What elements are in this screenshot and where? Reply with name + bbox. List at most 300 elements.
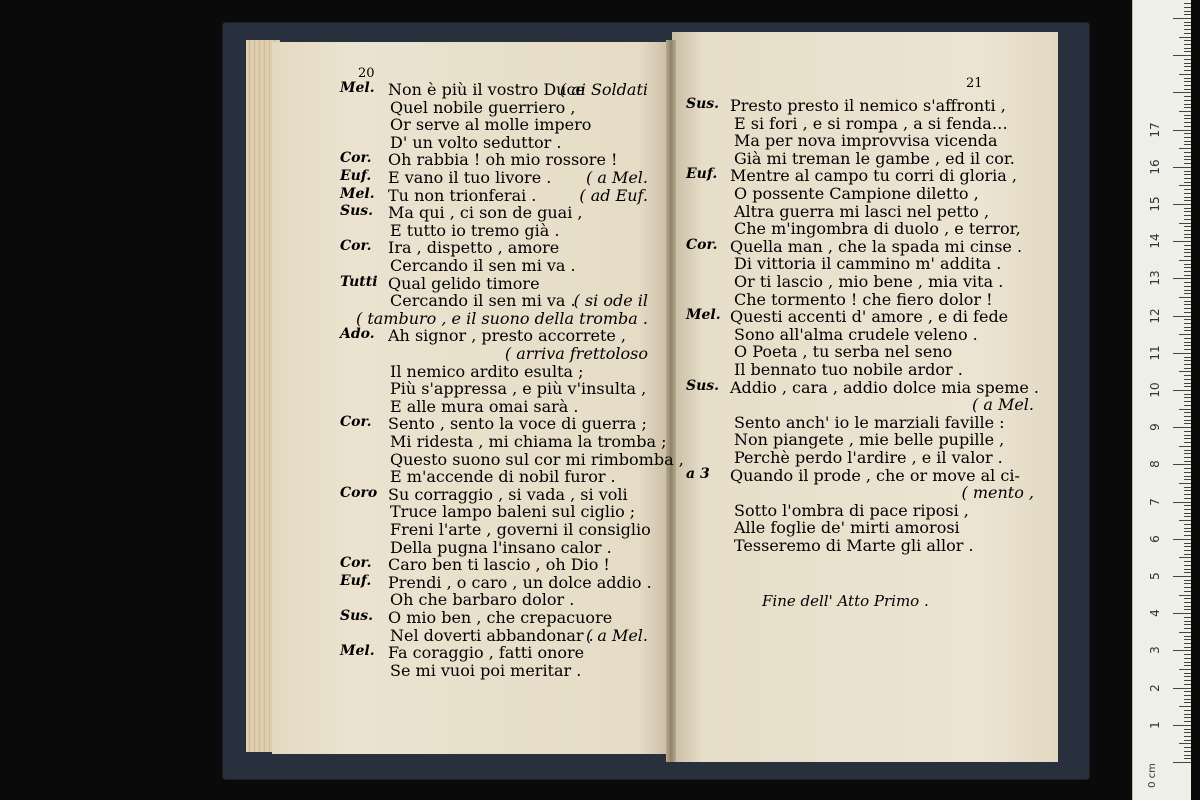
ruler-tick [1184, 308, 1191, 309]
book-gutter [666, 40, 676, 762]
ruler-number: 9 [1148, 423, 1162, 432]
ruler-tick [1184, 583, 1191, 584]
ruler-tick [1179, 706, 1191, 707]
ruler-tick [1184, 293, 1191, 294]
ruler-tick [1184, 524, 1191, 525]
verse-line: Di vittoria il cammino m' addita . [734, 254, 1002, 274]
ruler-tick [1184, 453, 1191, 454]
verse-line: Prendi , o caro , un dolce addio . [388, 572, 652, 592]
speaker-label: Tutti [340, 273, 378, 290]
ruler-tick [1184, 609, 1191, 610]
ruler-tick [1184, 673, 1191, 674]
ruler-tick [1184, 44, 1191, 45]
ruler-tick [1184, 3, 1191, 4]
ruler-tick [1184, 249, 1191, 250]
ruler-tick [1179, 260, 1191, 261]
ruler-tick [1184, 312, 1191, 313]
verse-line: Che m'ingombra di duolo , e terror, [734, 219, 1021, 239]
ruler-tick [1184, 509, 1191, 510]
stage-direction: ( a Mel. [585, 625, 648, 645]
ruler-tick [1184, 550, 1191, 551]
ruler-tick [1184, 680, 1191, 681]
verse-line: Sento , sento la voce di guerra ; [388, 414, 647, 434]
verse-line: O possente Campione diletto , [734, 184, 979, 203]
verse-line: O Poeta , tu serba nel seno [734, 342, 953, 362]
ruler-tick [1184, 159, 1191, 160]
ruler-tick [1184, 758, 1191, 759]
ruler-tick [1184, 85, 1191, 86]
ruler-tick [1184, 267, 1191, 268]
ruler-tick [1184, 662, 1191, 663]
ruler-tick [1184, 621, 1191, 622]
ruler-tick [1173, 167, 1191, 168]
ruler-tick [1184, 684, 1191, 685]
ruler-tick [1184, 394, 1191, 395]
ruler-tick [1184, 606, 1191, 607]
ruler-tick [1184, 48, 1191, 49]
verse-line: Altra guerra mi lasci nel petto , [734, 201, 990, 221]
ruler-tick [1184, 617, 1191, 618]
verse-line: Se mi vuoi poi meritar . [390, 660, 582, 680]
ruler-tick [1179, 148, 1191, 149]
ruler-tick [1184, 282, 1191, 283]
ruler-tick [1184, 476, 1191, 477]
ruler-tick [1184, 104, 1191, 105]
ruler-tick [1184, 450, 1191, 451]
ruler-tick [1184, 505, 1191, 506]
ruler-number: 15 [1148, 196, 1162, 212]
ruler-tick [1184, 438, 1191, 439]
speaker-label: Mel. [340, 80, 375, 96]
ruler-tick [1179, 669, 1191, 670]
ruler-tick [1184, 275, 1191, 276]
ruler-number: 5 [1148, 572, 1162, 580]
ruler-tick [1184, 561, 1191, 562]
ruler-tick [1184, 543, 1191, 544]
ruler-tick [1184, 431, 1191, 432]
ruler-tick [1184, 215, 1191, 216]
verse-line: Non è più il vostro Duce [388, 80, 585, 99]
ruler-tick [1184, 729, 1191, 730]
ruler-number: 11 [1148, 345, 1162, 361]
ruler-tick [1184, 115, 1191, 116]
ruler-tick [1184, 107, 1191, 108]
ruler-tick [1173, 464, 1191, 465]
speaker-label: Sus. [340, 203, 374, 220]
ruler-tick [1184, 416, 1191, 417]
verse-line: Mi ridesta , mi chiama la tromba ; [390, 432, 667, 451]
ruler-tick [1184, 357, 1191, 358]
ruler-tick [1184, 572, 1191, 573]
ruler-tick [1184, 7, 1191, 8]
ruler-tick [1184, 330, 1191, 331]
verse-line: Già mi treman le gambe , ed il cor. [734, 148, 1015, 168]
ruler-tick [1184, 182, 1191, 183]
ruler-tick [1184, 569, 1191, 570]
ruler-tick [1179, 37, 1191, 38]
verse-line: Or serve al molle impero [390, 115, 592, 135]
ruler-tick [1179, 409, 1191, 410]
verse-line: Questo suono sul cor mi rimbomba , [390, 449, 684, 469]
ruler-tick [1184, 193, 1191, 194]
speaker-label: Cor. [340, 414, 372, 431]
ruler-tick [1184, 624, 1191, 625]
verse-line: E m'accende di nobil furor . [390, 467, 616, 487]
ruler-tick [1184, 122, 1191, 123]
verse-line: Sento anch' io le marziali faville : [734, 412, 1005, 432]
ruler-tick [1184, 702, 1191, 703]
ruler-tick [1184, 219, 1191, 220]
ruler-tick [1184, 468, 1191, 469]
ruler-tick [1184, 319, 1191, 320]
ruler-tick [1184, 691, 1191, 692]
ruler-number: 6 [1148, 534, 1162, 543]
ruler-tick [1184, 405, 1191, 406]
verse-line: Non piangete , mie belle pupille , [734, 430, 1005, 450]
ruler-tick [1184, 271, 1191, 272]
verse-line: Nel doverti abbandonar . [390, 625, 594, 645]
ruler-number: 17 [1148, 121, 1162, 138]
verse-line: Ah signor , presto accorrete , [388, 326, 627, 346]
speaker-label: Cor. [686, 236, 718, 253]
ruler-tick [1184, 654, 1191, 655]
ruler-tick [1184, 546, 1191, 547]
ruler-tick [1179, 111, 1191, 112]
ruler-number: 14 [1148, 233, 1162, 249]
verse-line: E si fori , e si rompa , a si fenda… [734, 113, 1008, 133]
ruler-tick [1184, 383, 1191, 384]
ruler-tick [1179, 74, 1191, 75]
ruler-tick [1173, 316, 1191, 317]
ruler-tick [1184, 171, 1191, 172]
ruler-tick [1184, 234, 1191, 235]
right-page-number: 21 [966, 76, 983, 91]
ruler-tick [1184, 78, 1191, 79]
verse-line: Ira , dispetto , amore [388, 238, 560, 258]
ruler-tick [1184, 89, 1191, 90]
ruler-tick [1184, 327, 1191, 328]
speaker-label: Sus. [686, 377, 720, 394]
verse-line: Caro ben ti lascio , oh Dio ! [388, 555, 610, 575]
ruler-tick [1184, 636, 1191, 637]
ruler-tick [1184, 598, 1191, 599]
ruler-tick [1184, 133, 1191, 134]
act-closing-title: Fine dell' Atto Primo . [762, 592, 929, 610]
ruler-tick [1184, 304, 1191, 305]
verse-line: Truce lampo baleni sul ciglio ; [390, 502, 636, 522]
verse-line: Più s'appressa , e più v'insulta , [390, 379, 647, 399]
ruler-unit-label: 0 cm [1147, 763, 1159, 788]
ruler-tick [1179, 483, 1191, 484]
measuring-ruler [1132, 0, 1191, 800]
ruler-tick [1184, 200, 1191, 201]
ruler-tick [1184, 435, 1191, 436]
ruler-tick [1184, 740, 1191, 741]
ruler-tick [1184, 66, 1191, 67]
stage-direction: ( ai Soldati [559, 80, 648, 99]
ruler-tick [1184, 442, 1191, 443]
ruler-tick [1179, 371, 1191, 372]
ruler-tick [1184, 96, 1191, 97]
stage-direction: ( si ode il [573, 291, 648, 311]
speaker-label: a 3 [686, 465, 710, 482]
ruler-tick [1173, 390, 1191, 391]
speaker-label: Coro [340, 484, 378, 501]
stage-direction: ( ad Euf. [579, 185, 648, 205]
verse-line: Qual gelido timore [388, 273, 540, 293]
ruler-tick [1184, 528, 1191, 529]
ruler-tick [1184, 70, 1191, 71]
ruler-tick [1184, 290, 1191, 291]
ruler-tick [1184, 423, 1191, 424]
ruler-tick [1184, 338, 1191, 339]
ruler-tick [1184, 178, 1191, 179]
ruler-tick [1184, 59, 1191, 60]
verse-line: Cercando il sen mi va . [390, 291, 576, 311]
ruler-tick [1184, 211, 1191, 212]
ruler-tick [1184, 144, 1191, 145]
speaker-label: Mel. [340, 185, 375, 202]
speaker-label: Euf. [340, 572, 372, 589]
speaker-label: Mel. [340, 643, 375, 660]
ruler-tick [1179, 185, 1191, 186]
verse-line: Cercando il sen mi va . [390, 256, 576, 275]
ruler-tick [1173, 353, 1191, 354]
ruler-tick [1173, 502, 1191, 503]
ruler-number: 10 [1148, 382, 1162, 398]
ruler-tick [1184, 208, 1191, 209]
ruler-tick [1184, 245, 1191, 246]
ruler-tick [1173, 688, 1191, 689]
verse-line: Presto presto il nemico s'affronti , [730, 96, 1006, 115]
verse-line: Fa coraggio , fatti onore [388, 643, 585, 663]
ruler-tick [1184, 565, 1191, 566]
ruler-tick [1173, 130, 1191, 131]
verse-line: Freni l'arte , governi il consiglio [390, 520, 651, 539]
verse-line: Il bennato tuo nobile ardor . [734, 360, 963, 379]
ruler-tick [1184, 412, 1191, 413]
ruler-tick [1179, 595, 1191, 596]
ruler-tick [1184, 721, 1191, 722]
verse-line: Alle foglie de' mirti amorosi [734, 518, 960, 538]
ruler-tick [1184, 40, 1191, 41]
verse-line: Oh che barbaro dolor . [390, 590, 575, 610]
ruler-tick [1173, 725, 1191, 726]
speaker-label: Euf. [340, 168, 372, 184]
ruler-tick [1184, 628, 1191, 629]
verse-line: Sotto l'ombra di pace riposi , [734, 500, 969, 520]
ruler-tick [1184, 11, 1191, 12]
ruler-tick [1184, 397, 1191, 398]
ruler-tick [1184, 732, 1191, 733]
verse-line: Quel nobile guerriero , [390, 97, 576, 117]
verse-line: Che tormento ! che fiero dolor ! [734, 289, 993, 309]
ruler-tick [1184, 386, 1191, 387]
ruler-tick [1184, 751, 1191, 752]
ruler-tick [1184, 658, 1191, 659]
ruler-tick [1173, 613, 1191, 614]
verse-line: Sono all'alma crudele veleno . [734, 324, 978, 344]
ruler-number: 3 [1148, 646, 1162, 655]
verse-line: Quando il prode , che or move al ci- [730, 465, 1020, 485]
ruler-number: 16 [1148, 159, 1162, 175]
ruler-tick [1184, 665, 1191, 666]
verse-line: Ma per nova improvvisa vicenda [734, 131, 998, 151]
ruler-tick [1179, 223, 1191, 224]
ruler-tick [1173, 92, 1191, 93]
verse-line: O mio ben , che crepacuore [388, 608, 613, 627]
ruler-number: 1 [1148, 720, 1162, 729]
ruler-tick [1179, 297, 1191, 298]
ruler-tick [1184, 714, 1191, 715]
verse-line: Questi accenti d' amore , e di fede [730, 307, 1009, 327]
ruler-tick [1184, 647, 1191, 648]
speaker-label: Sus. [686, 96, 720, 112]
verse-line: E alle mura omai sarà . [390, 396, 579, 416]
ruler-tick [1184, 461, 1191, 462]
verse-line: E vano il tuo livore . [388, 168, 552, 187]
ruler-number: 4 [1148, 609, 1162, 618]
ruler-tick [1184, 29, 1191, 30]
verse-line: D' un volto seduttor . [390, 132, 562, 152]
stage-direction: ( a Mel. [971, 395, 1034, 415]
verse-line: Su corraggio , si vada , si voli [388, 484, 628, 504]
ruler-tick [1184, 535, 1191, 536]
ruler-tick [1184, 602, 1191, 603]
verse-line: E tutto io tremo già . [390, 220, 560, 240]
ruler-tick [1184, 479, 1191, 480]
ruler-tick [1184, 252, 1191, 253]
ruler-tick [1184, 494, 1191, 495]
ruler-tick [1184, 163, 1191, 164]
ruler-tick [1184, 226, 1191, 227]
verse-line: Mentre al campo tu corri di gloria , [730, 166, 1017, 186]
ruler-number: 7 [1148, 497, 1162, 506]
verse-line: Della pugna l'insano calor . [390, 537, 612, 557]
ruler-tick [1173, 278, 1191, 279]
ruler-tick [1184, 264, 1191, 265]
ruler-tick [1184, 554, 1191, 555]
ruler-tick [1184, 156, 1191, 157]
verse-line: Quella man , che la spada mi cinse . [730, 236, 1023, 256]
ruler-tick [1184, 472, 1191, 473]
ruler-tick [1184, 256, 1191, 257]
ruler-tick [1184, 531, 1191, 532]
verse-line: Il nemico ardito esulta ; [390, 361, 584, 381]
speaker-label: Sus. [340, 608, 374, 624]
ruler-tick [1173, 55, 1191, 56]
ruler-tick [1184, 51, 1191, 52]
ruler-tick [1184, 755, 1191, 756]
ruler-tick [1173, 427, 1191, 428]
verse-line: Tu non trionferai . [388, 185, 537, 205]
ruler-tick [1184, 152, 1191, 153]
ruler-tick [1184, 710, 1191, 711]
ruler-tick [1184, 747, 1191, 748]
speaker-label: Mel. [686, 307, 721, 324]
ruler-tick [1184, 174, 1191, 175]
ruler-tick [1173, 762, 1191, 763]
ruler-tick [1184, 237, 1191, 238]
ruler-tick [1184, 368, 1191, 369]
ruler-tick [1184, 676, 1191, 677]
stage-direction: ( tamburo , e il suono della tromba . [355, 308, 648, 328]
ruler-tick [1179, 557, 1191, 558]
ruler-tick [1184, 457, 1191, 458]
ruler-tick [1184, 591, 1191, 592]
speaker-label: Ado. [340, 326, 375, 343]
speaker-label: Cor. [340, 150, 372, 167]
ruler-tick [1184, 126, 1191, 127]
ruler-tick [1184, 197, 1191, 198]
ruler-tick [1179, 520, 1191, 521]
ruler-tick [1184, 301, 1191, 302]
ruler-number: 13 [1148, 270, 1162, 287]
ruler-tick [1184, 516, 1191, 517]
ruler-tick [1184, 323, 1191, 324]
ruler-tick [1184, 141, 1191, 142]
ruler-tick [1184, 736, 1191, 737]
ruler-tick [1184, 487, 1191, 488]
ruler-tick [1184, 14, 1191, 15]
ruler-tick [1184, 345, 1191, 346]
ruler-tick [1184, 22, 1191, 23]
verse-line: Ma qui , ci son de guai , [388, 203, 583, 223]
ruler-tick [1184, 33, 1191, 34]
stage-direction: ( a Mel. [585, 168, 648, 187]
verse-line: Addio , cara , addio dolce mia speme . [730, 377, 1040, 397]
ruler-tick [1184, 379, 1191, 380]
ruler-number: 12 [1148, 307, 1162, 324]
ruler-tick [1179, 446, 1191, 447]
ruler-tick [1179, 334, 1191, 335]
left-page-number: 20 [358, 66, 375, 81]
ruler-tick [1184, 25, 1191, 26]
ruler-tick [1184, 118, 1191, 119]
stage-direction: ( arriva frettoloso [504, 344, 648, 363]
ruler-tick [1184, 342, 1191, 343]
ruler-tick [1173, 18, 1191, 19]
speaker-label: Cor. [340, 238, 372, 255]
ruler-tick [1184, 189, 1191, 190]
ruler-tick [1184, 286, 1191, 287]
ruler-tick [1184, 717, 1191, 718]
ruler-tick [1184, 401, 1191, 402]
ruler-tick [1184, 81, 1191, 82]
ruler-tick [1184, 100, 1191, 101]
ruler-number: 8 [1148, 460, 1162, 469]
ruler-tick [1184, 695, 1191, 696]
ruler-tick [1184, 498, 1191, 499]
ruler-tick [1184, 490, 1191, 491]
ruler-tick [1173, 576, 1191, 577]
speaker-label: Cor. [340, 555, 372, 572]
ruler-tick [1179, 632, 1191, 633]
ruler-tick [1173, 539, 1191, 540]
verse-line: Tesseremo di Marte gli allor . [734, 536, 974, 555]
ruler-tick [1184, 587, 1191, 588]
ruler-tick [1184, 375, 1191, 376]
ruler-tick [1184, 513, 1191, 514]
ruler-tick [1173, 650, 1191, 651]
verse-line: Perchè perdo l'ardire , e il valor . [734, 448, 1003, 467]
ruler-tick [1184, 63, 1191, 64]
ruler-tick [1184, 420, 1191, 421]
ruler-tick [1184, 699, 1191, 700]
speaker-label: Euf. [686, 166, 718, 183]
verse-line: Or ti lascio , mio bene , mia vita . [734, 272, 1004, 291]
ruler-tick [1184, 643, 1191, 644]
